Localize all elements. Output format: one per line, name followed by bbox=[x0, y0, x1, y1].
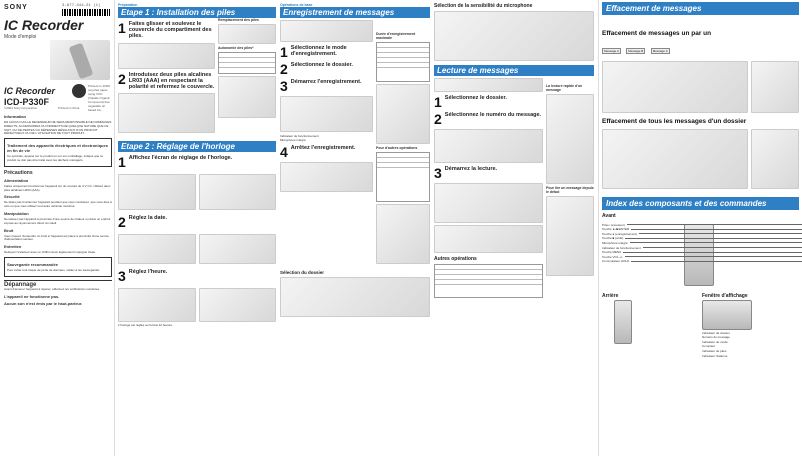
treatment-box bbox=[4, 138, 112, 167]
pin-3: Touche ■ (arrêt) bbox=[602, 236, 802, 240]
front-label: Avant bbox=[602, 213, 616, 219]
recording-banner: Enregistrement de messages bbox=[280, 7, 430, 18]
erase-index-column bbox=[598, 0, 802, 456]
troubleshooting-q1: L'appareil ne fonctionne pas. bbox=[4, 293, 60, 299]
pin-7: Touche VOL +/- bbox=[602, 255, 802, 259]
printed-in: Printed in China bbox=[58, 106, 80, 110]
recorder-back-icon bbox=[614, 300, 632, 344]
play-step-3-text: Démarrez la lecture. bbox=[444, 166, 498, 172]
power-heading: Alimentation bbox=[4, 177, 29, 183]
playback-text-area bbox=[434, 225, 543, 253]
safety-heading: Sécurité bbox=[4, 194, 20, 200]
pin-5: Indicateur de fonctionnement bbox=[602, 246, 802, 250]
record-step-2-text: Sélectionnez le dossier. bbox=[290, 62, 353, 68]
clock-step-1 bbox=[118, 155, 276, 169]
pin-0: Prise i (écouteur) bbox=[602, 223, 802, 227]
playback-ops-table bbox=[434, 264, 543, 298]
erase-banner: Effacement de messages bbox=[602, 2, 799, 15]
pin-8: Commutateur HOLD bbox=[602, 259, 802, 263]
step-number: 4 bbox=[280, 144, 288, 160]
step-number: 3 bbox=[280, 78, 288, 94]
battery-notes-area bbox=[218, 76, 276, 118]
erase-one-device bbox=[751, 61, 799, 113]
display-pin-1: Numéro du message bbox=[702, 335, 730, 340]
information-text: EN AUCUN CAS LE REVENDEUR NE SERA RESPONSABLE DE DOMMAGES DIRECTS, ACCESSOIRES OU INDIRECTS DE QUELQUE NATURE QUE CE SOIT, OU DE PERTES OU DÉPENSES RÉSULTANT D'UN PRODUIT DÉFECTUEUX OU DE L'UTILISATION DE TOUT PRODUIT. bbox=[4, 120, 112, 136]
step-number: 1 bbox=[434, 94, 442, 110]
record-device-illustration bbox=[280, 96, 373, 132]
step-number: 2 bbox=[434, 111, 442, 127]
erase-one-steps bbox=[602, 61, 748, 113]
backup-box bbox=[4, 257, 112, 277]
replace-batteries-heading: Remplacement des piles bbox=[218, 18, 259, 22]
recycled-paper-badge bbox=[72, 84, 112, 112]
display-pin-4: Indicateur de piles bbox=[702, 348, 727, 353]
battery-step-1 bbox=[118, 21, 215, 40]
noise-text: Vous risquez d'entendre un bruit si l'appareil est placé à proximité d'une source d'alimentation secteur. bbox=[4, 233, 109, 242]
troubleshooting-text: Avant d'amener l'appareil à réparer, effectuez les vérifications suivantes. bbox=[4, 286, 100, 291]
display-pin-5: Indicateur d'alarme bbox=[702, 353, 728, 358]
clock-step-2 bbox=[118, 215, 276, 229]
step-number: 1 bbox=[118, 20, 126, 36]
clock-step-3-text: Réglez l'heure. bbox=[128, 269, 168, 276]
max-time-heading: Durée d'enregistrement maximale bbox=[376, 32, 416, 40]
pin-6: Touche MENU bbox=[602, 250, 802, 254]
step2-banner: Etape 2 : Réglage de l'horloge bbox=[118, 141, 276, 152]
recording-intro-illustration bbox=[280, 20, 373, 42]
erase-intro bbox=[602, 17, 799, 27]
clock-screen-illustration bbox=[118, 174, 196, 210]
noise-heading: Bruit bbox=[4, 227, 14, 233]
barcode-icon bbox=[62, 9, 110, 16]
playback-column bbox=[434, 0, 594, 456]
playback-ops-heading: Autres opérations bbox=[434, 256, 477, 262]
play-step-2 bbox=[434, 112, 543, 126]
recording-notes-area bbox=[376, 84, 430, 144]
record-step-1-text: Sélectionnez le mode d'enregistrement. bbox=[290, 45, 347, 58]
playback-banner: Lecture de messages bbox=[434, 65, 594, 76]
step1-banner: Etape 1 : Installation des piles bbox=[118, 7, 276, 18]
battery-step-1-text: Faites glisser et soulevez le couvercle du compartiment des piles. bbox=[128, 21, 212, 40]
pin-4: Microphone intégré bbox=[602, 241, 802, 245]
clock-device-illustration bbox=[199, 174, 277, 210]
display-pin-0: Indicateur de dossier bbox=[702, 330, 730, 335]
fast-playback-heading: La lecture rapide d'un message bbox=[546, 84, 583, 92]
pin-1: Touche ►/■/ENTER bbox=[602, 227, 802, 231]
play-step-1 bbox=[434, 95, 543, 109]
mic-sensitivity-steps bbox=[434, 11, 594, 61]
recycled-icon bbox=[72, 84, 86, 98]
step-number: 3 bbox=[118, 268, 126, 285]
message-a-tag: Message A bbox=[604, 49, 619, 53]
erase-all-steps bbox=[602, 129, 748, 189]
step-number: 1 bbox=[280, 44, 288, 60]
front-diagram bbox=[602, 220, 799, 290]
maintenance-text: Nettoyez l'extérieur avec un chiffon doux légèrement imprégné d'eau. bbox=[4, 250, 96, 255]
battery-step-2 bbox=[118, 72, 215, 91]
step-number: 3 bbox=[434, 165, 442, 181]
brand-logo: SONY bbox=[4, 4, 28, 11]
folder-select-heading: Sélection du dossier bbox=[280, 270, 325, 275]
stop-recording-illustration bbox=[280, 162, 373, 192]
ic-recorder-logo: IC Recorder bbox=[4, 86, 56, 96]
index-banner: Index des composants et des commandes bbox=[602, 197, 799, 210]
display-label: Fenêtre d'affichage bbox=[702, 293, 748, 299]
precautions-heading: Précautions bbox=[4, 169, 33, 176]
max-time-table bbox=[376, 42, 430, 82]
clock-step-2-text: Réglez la date. bbox=[128, 215, 168, 222]
clock-step-1-text: Affichez l'écran de réglage de l'horloge. bbox=[128, 155, 233, 162]
battery-life-heading: Autonomie des piles* bbox=[218, 46, 254, 50]
date-device-illustration bbox=[199, 234, 277, 264]
display-window-icon bbox=[702, 300, 752, 330]
play-from-start-tip: Pour lire un message depuis le début bbox=[546, 186, 594, 194]
clock-step-3 bbox=[118, 269, 276, 283]
handling-text: Ne laissez pas l'appareil à proximité d'une source de chaleur ou dans un endroit exposé au rayonnement direct du soleil. bbox=[4, 216, 111, 225]
mic-sensitivity-heading: Sélection de la sensibilité du microphone bbox=[434, 3, 533, 9]
troubleshooting-q2: Aucun son n'est émis par le haut-parleur. bbox=[4, 300, 83, 306]
preparation-kicker: Préparation bbox=[118, 3, 138, 7]
play-step-1-text: Sélectionnez le dossier. bbox=[444, 95, 507, 101]
other-ops-table bbox=[376, 152, 430, 202]
step-number: 2 bbox=[118, 214, 126, 231]
erase-all-heading: Effacement de tous les messages d'un dossier bbox=[602, 118, 747, 125]
power-text: Faites uniquement fonctionner l'appareil sur du courant de 3 V CC. Utilisez deux piles alcalines LR03 (AAA). bbox=[4, 183, 111, 192]
backup-heading: Sauvegarde recommandée bbox=[7, 261, 58, 267]
step-number: 2 bbox=[280, 61, 288, 77]
safety-text: Ne faites pas fonctionner l'appareil pendant que vous conduisez, que vous êtes à vélo ou que vous utilisez tout autre véhicule motorisé. bbox=[4, 200, 112, 209]
treatment-heading: Traitement des appareils électriques et électroniques en fin de vie bbox=[7, 143, 108, 154]
pin-2: Touche ● (enregistrement) bbox=[602, 232, 802, 236]
product-title: IC Recorder bbox=[4, 17, 84, 33]
message-select-illustration bbox=[434, 129, 543, 163]
record-step-4 bbox=[280, 145, 373, 159]
battery-life-table bbox=[218, 52, 276, 74]
info-body bbox=[4, 112, 112, 308]
playback-tips-area bbox=[546, 94, 594, 184]
battery-cover-illustration bbox=[118, 43, 215, 69]
play-step-2-text: Sélectionnez le numéro du message. bbox=[444, 112, 542, 118]
cover-column bbox=[0, 0, 115, 456]
folder-select-steps bbox=[280, 277, 430, 317]
recording-extra-notes bbox=[376, 204, 430, 264]
date-setting-illustration bbox=[118, 234, 196, 264]
message-row-before bbox=[602, 39, 799, 57]
handling-heading: Manipulation bbox=[4, 210, 29, 216]
doc-number: 3-877-444-21 (1) bbox=[62, 4, 101, 8]
time-setting-illustration bbox=[118, 288, 196, 322]
record-step-1 bbox=[280, 45, 373, 59]
playback-intro bbox=[434, 78, 543, 92]
indicator-label: Indicateur de fonctionnement bbox=[280, 134, 319, 138]
playback-device-illustration bbox=[434, 183, 543, 223]
record-step-3-text: Démarrez l'enregistrement. bbox=[290, 79, 362, 85]
message-c-tag: Message C bbox=[652, 49, 668, 53]
step-number: 1 bbox=[118, 154, 126, 171]
recycled-text: Printed on 100% recycled paper using VOC (Volatile Organic Compound)-free vegetable oil based ink. bbox=[88, 84, 111, 112]
clock-note: L'horloge est réglée au format 12 heures. bbox=[118, 323, 173, 328]
copyright: ©2004 Sony Corporation bbox=[4, 106, 38, 110]
record-step-2 bbox=[280, 62, 373, 76]
other-ops-heading: Pour d'autres opérations bbox=[376, 146, 418, 150]
information-heading: Information bbox=[4, 114, 26, 119]
backup-text: Pour éviter tout risque de perte de données, veillez à les sauvegarder. bbox=[7, 267, 101, 272]
time-device-illustration bbox=[199, 288, 277, 322]
message-b-tag: Message B bbox=[628, 49, 644, 53]
record-step-3 bbox=[280, 79, 373, 93]
microphone-label: Microphone intégré bbox=[280, 138, 306, 142]
troubleshooting-heading: Dépannage bbox=[4, 280, 112, 288]
erase-all-device bbox=[751, 129, 799, 189]
playback-extra-tips bbox=[546, 196, 594, 276]
recording-column bbox=[280, 0, 430, 456]
erase-one-heading: Effacement de messages un par un bbox=[602, 30, 712, 37]
battery-indicator-illustration bbox=[218, 24, 276, 44]
back-label: Arrière bbox=[602, 293, 619, 299]
play-step-3 bbox=[434, 166, 543, 180]
record-step-4-text: Arrêtez l'enregistrement. bbox=[290, 145, 356, 151]
setup-column bbox=[118, 0, 276, 456]
step-number: 2 bbox=[118, 70, 126, 87]
product-subtitle: Mode d'emploi bbox=[4, 34, 37, 40]
maintenance-heading: Entretien bbox=[4, 244, 22, 250]
battery-insert-illustration bbox=[118, 93, 215, 133]
model-number: ICD-P330F bbox=[4, 97, 50, 107]
battery-step-2-text: Introduisez deux piles alcalines LR03 (AAA) en respectant la polarité et refermez le couvercle. bbox=[128, 71, 215, 91]
display-pin-2: Indicateur de mode bbox=[702, 339, 728, 344]
treatment-text: Ce symbole, apposé sur le produit ou sur son emballage, indique que ce produit ne doit pas être traité avec les déchets ménagers. bbox=[7, 154, 104, 162]
basic-ops-kicker: Opérations de base bbox=[280, 3, 313, 7]
display-pin-3: Compteur bbox=[702, 344, 716, 349]
